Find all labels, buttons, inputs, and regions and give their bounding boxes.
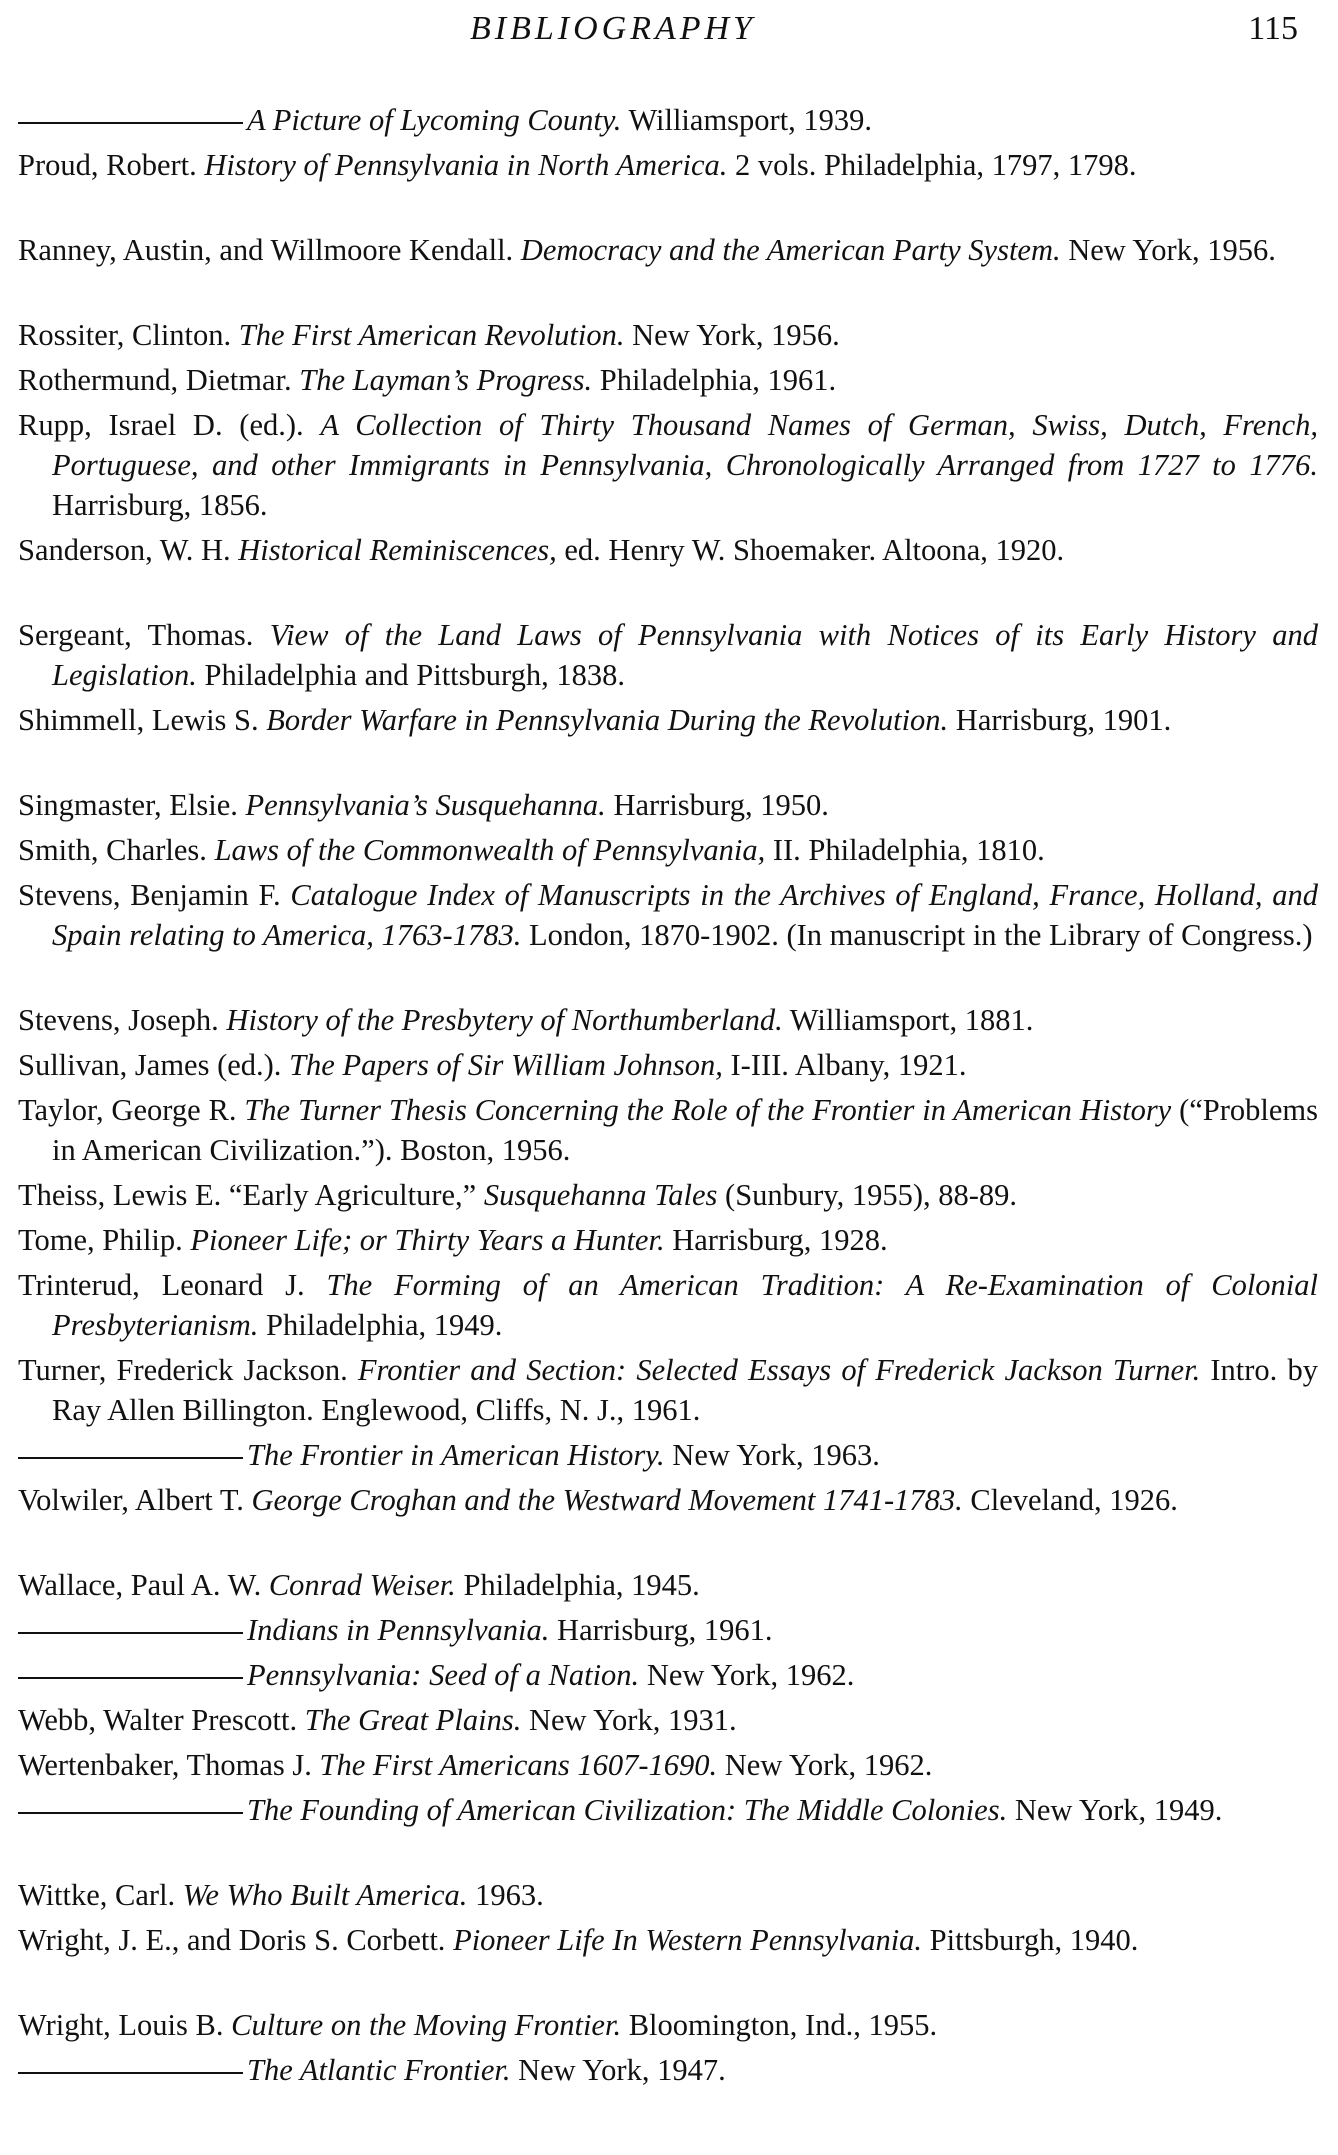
bibliography-entry: Stevens, Joseph. History of the Presbytery of Northumberland. Williamsport, 1881. [18, 1003, 1034, 1037]
ditto-dash [18, 1457, 243, 1459]
bibliography-entry: Sergeant, Thomas. View of the Land Laws of Pennsylvania with Notices of its Early History and Legislation. Philadelphia and Pittsburgh, 1838. [18, 618, 1318, 692]
bibliography-entry: Trinterud, Leonard J. The Forming of an American Tradition: A Re-Examination of Colonial Presbyterianism. Philadelphia, 1949. [18, 1268, 1319, 1342]
bibliography-entry: Theiss, Lewis E. “Early Agriculture,” Susquehanna Tales (Sunbury, 1955), 88-89. [18, 1178, 1018, 1212]
bibliography-entry: Sanderson, W. H. Historical Reminiscences, ed. Henry W. Shoemaker. Altoona, 1920. [18, 533, 1065, 567]
ditto-dash [18, 2072, 243, 2074]
bibliography-entry: Volwiler, Albert T. George Croghan and the Westward Movement 1741-1783. Cleveland, 1926. [18, 1483, 1178, 1517]
bibliography-entry: Wright, Louis B. Culture on the Moving Frontier. Bloomington, Ind., 1955. [18, 2008, 938, 2042]
ditto-dash [18, 1812, 243, 1814]
page-header [0, 10, 1338, 60]
bibliography-entry: Turner, Frederick Jackson. Frontier and Section: Selected Essays of Frederick Jackson Turner. Intro. by Ray Allen Billington. Englewood, Cliffs, N. J., 1961. [18, 1353, 1318, 1427]
bibliography-entry: Singmaster, Elsie. Pennsylvania’s Susquehanna. Harrisburg, 1950. [18, 788, 829, 822]
bibliography-entry: Rothermund, Dietmar. The Layman’s Progress. Philadelphia, 1961. [18, 363, 837, 397]
bibliography-entry: Rupp, Israel D. (ed.). A Collection of Thirty Thousand Names of German, Swiss, Dutch, French, Portuguese, and other Immigrants in Pennsylvania, Chronologically Arranged from 1727 to 1776. Harrisburg, 1856. [18, 408, 1318, 522]
page-number: 115 [1248, 10, 1298, 47]
bibliography-entry: Tome, Philip. Pioneer Life; or Thirty Years a Hunter. Harrisburg, 1928. [18, 1223, 888, 1257]
bibliography-entry: Proud, Robert. History of Pennsylvania in North America. 2 vols. Philadelphia, 1797, 1798. [18, 148, 1137, 182]
bibliography-entry: Smith, Charles. Laws of the Commonwealth of Pennsylvania, II. Philadelphia, 1810. [18, 833, 1045, 867]
bibliography-entry: The Frontier in American History. New York, 1963. [18, 1435, 1318, 1475]
bibliography-entry: A Picture of Lycoming County. Williamsport, 1939. [18, 100, 1318, 140]
bibliography-entry: The Atlantic Frontier. New York, 1947. [18, 2050, 1318, 2090]
bibliography-entry: Sullivan, James (ed.). The Papers of Sir William Johnson, I-III. Albany, 1921. [18, 1048, 967, 1082]
bibliography-entry: Ranney, Austin, and Willmoore Kendall. Democracy and the American Party System. New York, 1956. [18, 233, 1276, 267]
bibliography-entry: Shimmell, Lewis S. Border Warfare in Pennsylvania During the Revolution. Harrisburg, 1901. [18, 703, 1172, 737]
bibliography-entry: Stevens, Benjamin F. Catalogue Index of Manuscripts in the Archives of England, France, Holland, and Spain relating to America, 1763-1783. London, 1870-1902. (In manuscript in the Library of Congress.) [18, 878, 1318, 952]
bibliography-entry: Indians in Pennsylvania. Harrisburg, 1961. [18, 1610, 1318, 1650]
bibliography-entry: Rossiter, Clinton. The First American Revolution. New York, 1956. [18, 318, 840, 352]
bibliography-entry: Wittke, Carl. We Who Built America. 1963. [18, 1878, 544, 1912]
bibliography-entry: The Founding of American Civilization: The Middle Colonies. New York, 1949. [18, 1790, 1318, 1830]
bibliography-entry: Taylor, George R. The Turner Thesis Concerning the Role of the Frontier in American History (“Problems in American Civilization.”). Boston, 1956. [18, 1093, 1319, 1167]
ditto-dash [18, 122, 243, 124]
bibliography-entry: Webb, Walter Prescott. The Great Plains. New York, 1931. [18, 1703, 737, 1737]
bibliography-entry: Pennsylvania: Seed of a Nation. New York, 1962. [18, 1655, 1318, 1695]
ditto-dash [18, 1632, 243, 1634]
bibliography-entry: Wright, J. E., and Doris S. Corbett. Pioneer Life In Western Pennsylvania. Pittsburgh, 1940. [18, 1923, 1139, 1957]
ditto-dash [18, 1677, 243, 1679]
bibliography-entry: Wertenbaker, Thomas J. The First Americans 1607-1690. New York, 1962. [18, 1748, 933, 1782]
running-head: BIBLIOGRAPHY [470, 10, 756, 47]
bibliography-entry: Wallace, Paul A. W. Conrad Weiser. Philadelphia, 1945. [18, 1568, 700, 1602]
